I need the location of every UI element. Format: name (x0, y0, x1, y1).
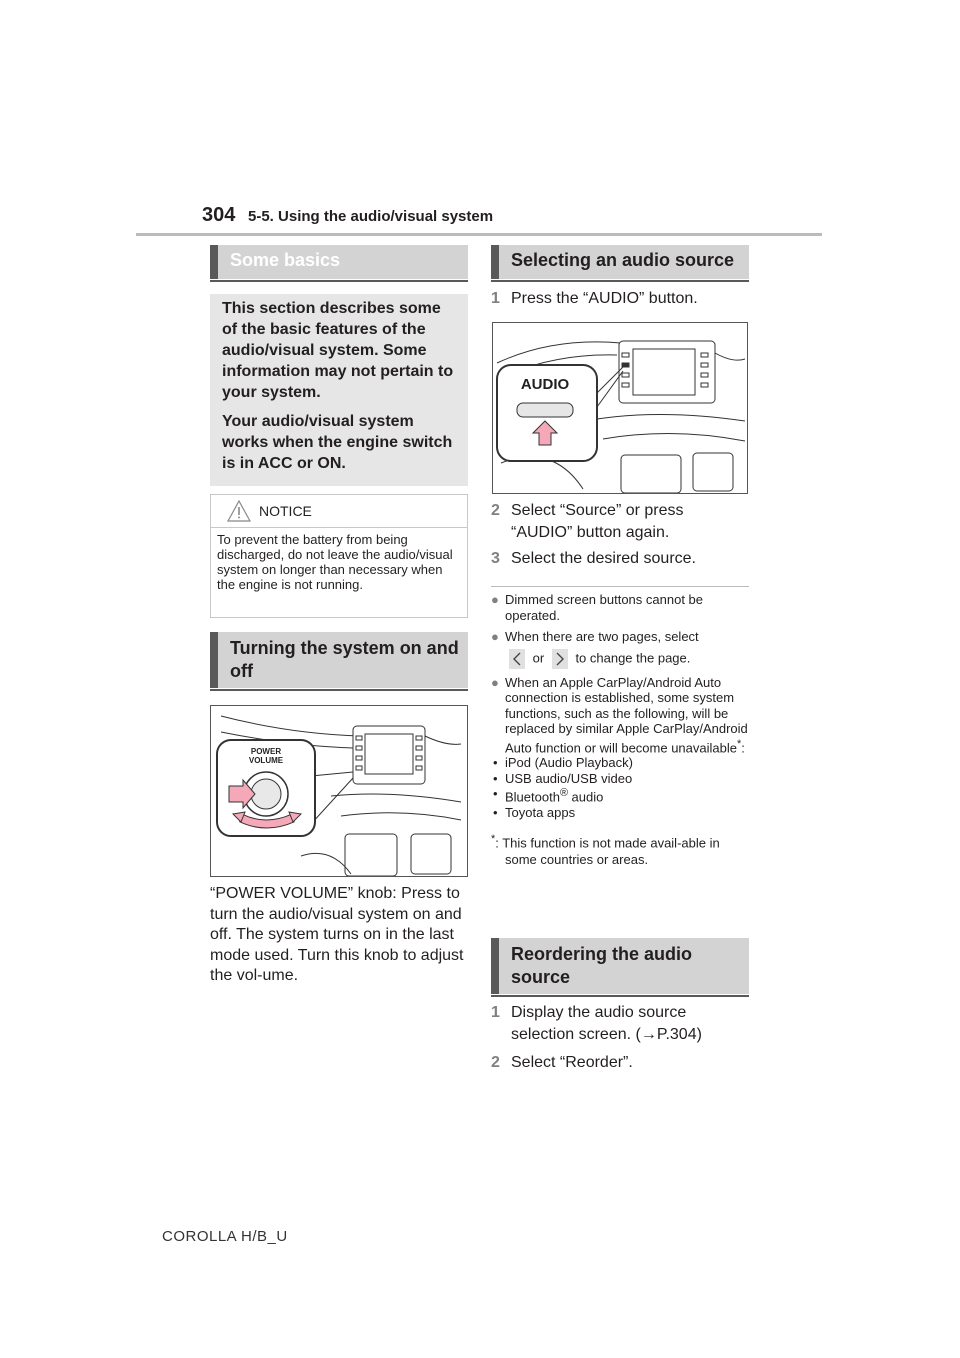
notes-list (491, 592, 753, 868)
notice-text: To prevent the battery from being discharged, do not leave the audio/visual system on longer than necessary when the engine is not running. (217, 532, 453, 592)
warning-triangle-icon (227, 500, 251, 522)
running-header: 5-5. Using the audio/visual system (248, 208, 494, 225)
reorder-step-1: 1 Display the audio source selection screen. (→P.304) (491, 1004, 702, 1043)
notice-header (211, 495, 467, 528)
knob-label-line1: POWER (250, 747, 282, 756)
knob-label-line2: VOLUME (248, 756, 284, 765)
step-1: 1 Press the “AUDIO” button. (491, 290, 698, 307)
note-1: ● Dimmed screen buttons cannot be operated. (491, 592, 703, 623)
intro-box (210, 294, 468, 486)
sub-item-2: • USB audio/USB video (493, 770, 633, 786)
notice-label: NOTICE (259, 503, 312, 519)
chevron-right-icon (552, 649, 568, 669)
power-volume-knob-illustration (210, 705, 468, 877)
reorder-step-2: 2 Select “Reorder”. (491, 1054, 633, 1071)
step-2: 2 Select “Source” or press “AUDIO” button again. (491, 502, 684, 541)
header-rule (136, 233, 822, 236)
step-3: 3 Select the desired source. (491, 550, 696, 567)
sub-item-4: • Toyota apps (493, 805, 576, 821)
note-2: ● When there are two pages, select or to change the page. (491, 629, 753, 669)
section-title-some-basics: Some basics (210, 245, 468, 279)
sub-item-1: • iPod (Audio Playback) (493, 755, 633, 771)
section-title-reordering: Reordering the audio source (491, 938, 749, 994)
intro-paragraph-2: Your audio/visual system works when the engine switch is in ACC or ON. (222, 413, 453, 472)
section-title-selecting: Selecting an audio source (491, 245, 749, 279)
audio-label: AUDIO (520, 376, 570, 393)
notice-box (210, 494, 468, 618)
audio-button-illustration (492, 322, 748, 494)
sub-item-3: • Bluetooth® audio (493, 786, 604, 805)
knob-description: “POWER VOLUME” knob: Press to turn the audio/visual system on and off. The system turns on in the last mode used. Turn this knob to adjust the vol-ume. (210, 885, 464, 984)
section-title-turning: Turning the system on and off (210, 632, 468, 688)
intro-paragraph-1: This section describes some of the basic features of the audio/visual system. Some information may not pertain to your system. (222, 300, 454, 401)
notes-rule (491, 586, 749, 587)
chevron-left-icon (509, 649, 525, 669)
note-3: ● When an Apple CarPlay/Android Auto connection is established, some system functions, such as the following, will be replaced by similar Apple CarPlay/Android Auto function or will become unavailable*: (491, 674, 748, 755)
footer-model: COROLLA H/B_U (162, 1228, 288, 1245)
footnote: *: This function is not made avail-able in some countries or areas. (491, 832, 720, 867)
page-number: 304 (202, 204, 236, 226)
